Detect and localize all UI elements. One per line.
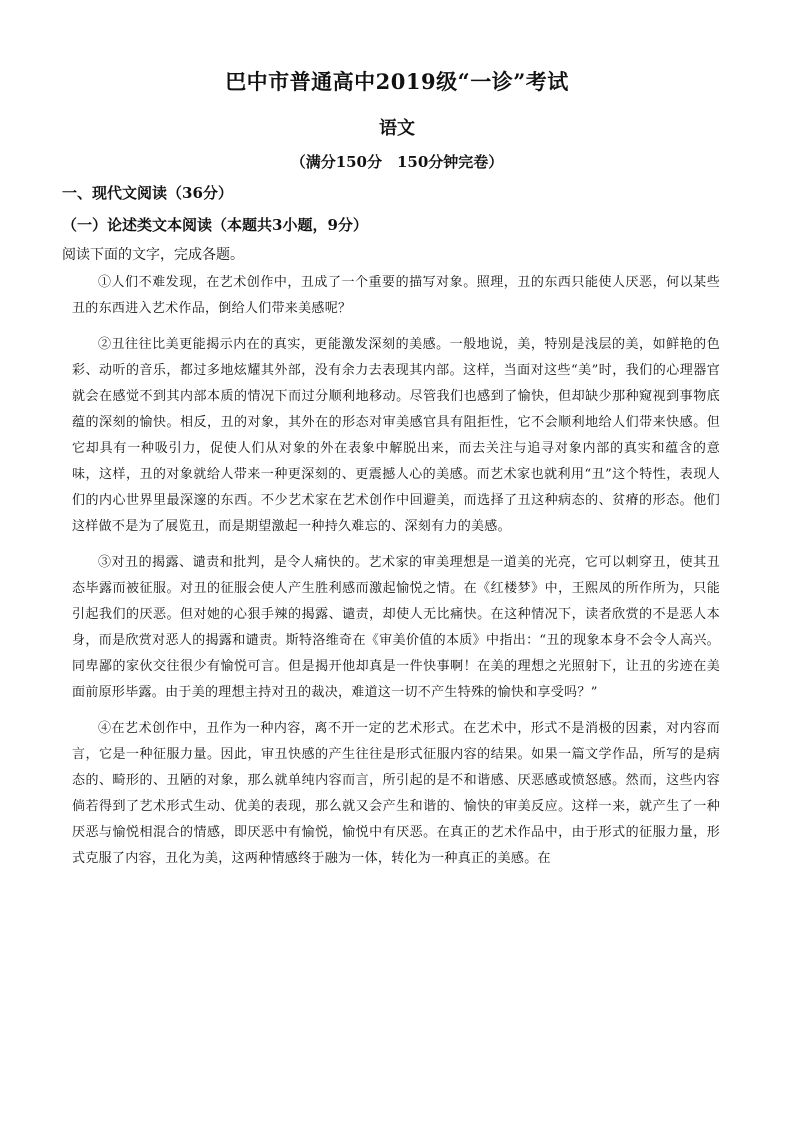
section-heading-part1: 一、现代文阅读（36分）	[62, 184, 233, 202]
passage-paragraph-4: ④在艺术创作中，丑作为一种内容，离不开一定的艺术形式。在艺术中，形式不是消极的因素，对内容而言，它是一种征服力量。因此，审丑快感的产生往往是形式征服内容的结果。如果一篇文学作品，所写的是病态的、畸形的、丑陋的对象，那么就单纯内容而言，所引起的是不和谐感、厌恶感或愤怒感。然而，这些内容倘若得到了艺术形式生动、优美的表现，那么就又会产生和谐的、愉快的审美反应。这样一来，就产生了一种厌恶与愉悦相混合的情感，即厌恶中有愉悦，愉悦中有厌恶。在真正的艺术作品中，由于形式的征服力量，形式克服了内容，丑化为美，这两种情感终于融为一体，转化为一种真正的美感。在	[72, 721, 720, 866]
passage-paragraph-2: ②丑往往比美更能揭示内在的真实，更能激发深刻的美感。一般地说，美，特别是浅层的美，如鲜艳的色彩、动听的音乐，都过多地炫耀其外部，没有余力去表现其内部。这样，当面对这些“美”时，我们的心理器官就会在感觉不到其内部本质的情况下而过分顺利地移动。尽管我们也感到了愉快，但却缺少那种窥视到事物底蕴的深刻的愉快。相反，丑的对象，其外在的形态对审美感官具有阻拒性，它不会顺利地给人们带来快感。但它却具有一种吸引力，促使人们从对象的外在表象中解脱出来，而去关注与追寻对象内部的真实和蕴含的意味，这样，丑的对象就给人带来一种更深刻的、更震撼人心的美感。而艺术家也就利用“丑”这个特性，表现人们的内心世界里最深邃的东西。不少艺术家在艺术创作中回避美，而选择了丑这种病态的、贫瘠的形态。他们这样做不是为了展览丑，而是期望激起一种持久难忘的、深刻有力的美感。	[72, 337, 720, 534]
reading-passage	[72, 270, 720, 882]
exam-title: 巴中市普通高中2019级“一诊”考试	[225, 69, 569, 94]
reading-instruction: 阅读下面的文字，完成各题。	[62, 247, 244, 263]
section-heading-part1-sub1: （一）论述类文本阅读（本题共3小题，9分）	[62, 216, 368, 234]
passage-paragraph-1: ①人们不难发现，在艺术创作中，丑成了一个重要的描写对象。照理，丑的东西只能使人厌恶，何以某些丑的东西进入艺术作品，倒给人们带来美感呢？	[72, 275, 720, 316]
subject-heading: 语文	[379, 118, 415, 139]
score-info: （满分150分 150分钟完卷）	[290, 153, 504, 171]
passage-paragraph-3: ③对丑的揭露、谴责和批判，是令人痛快的。艺术家的审美理想是一道美的光亮，它可以刺穿丑，使其丑态毕露而被征服。对丑的征服会使人产生胜利感而激起愉悦之情。在《红楼梦》中，王熙凤的所作所为，只能引起我们的厌恶。但对她的心狠手辣的揭露、谴责，却使人无比痛快。在这种情况下，读者欣赏的不是恶人本身，而是欣赏对恶人的揭露和谴责。斯特洛维奇在《审美价值的本质》中指出：“丑的现象本身不会令人高兴。同卑鄙的家伙交往很少有愉悦可言。但是揭开他却真是一件快事啊！在美的理想之光照射下，让丑的劣迹在美面前原形毕露。由于美的理想主持对丑的裁决，难道这一切不产生特殊的愉快和享受吗？”	[72, 555, 720, 700]
